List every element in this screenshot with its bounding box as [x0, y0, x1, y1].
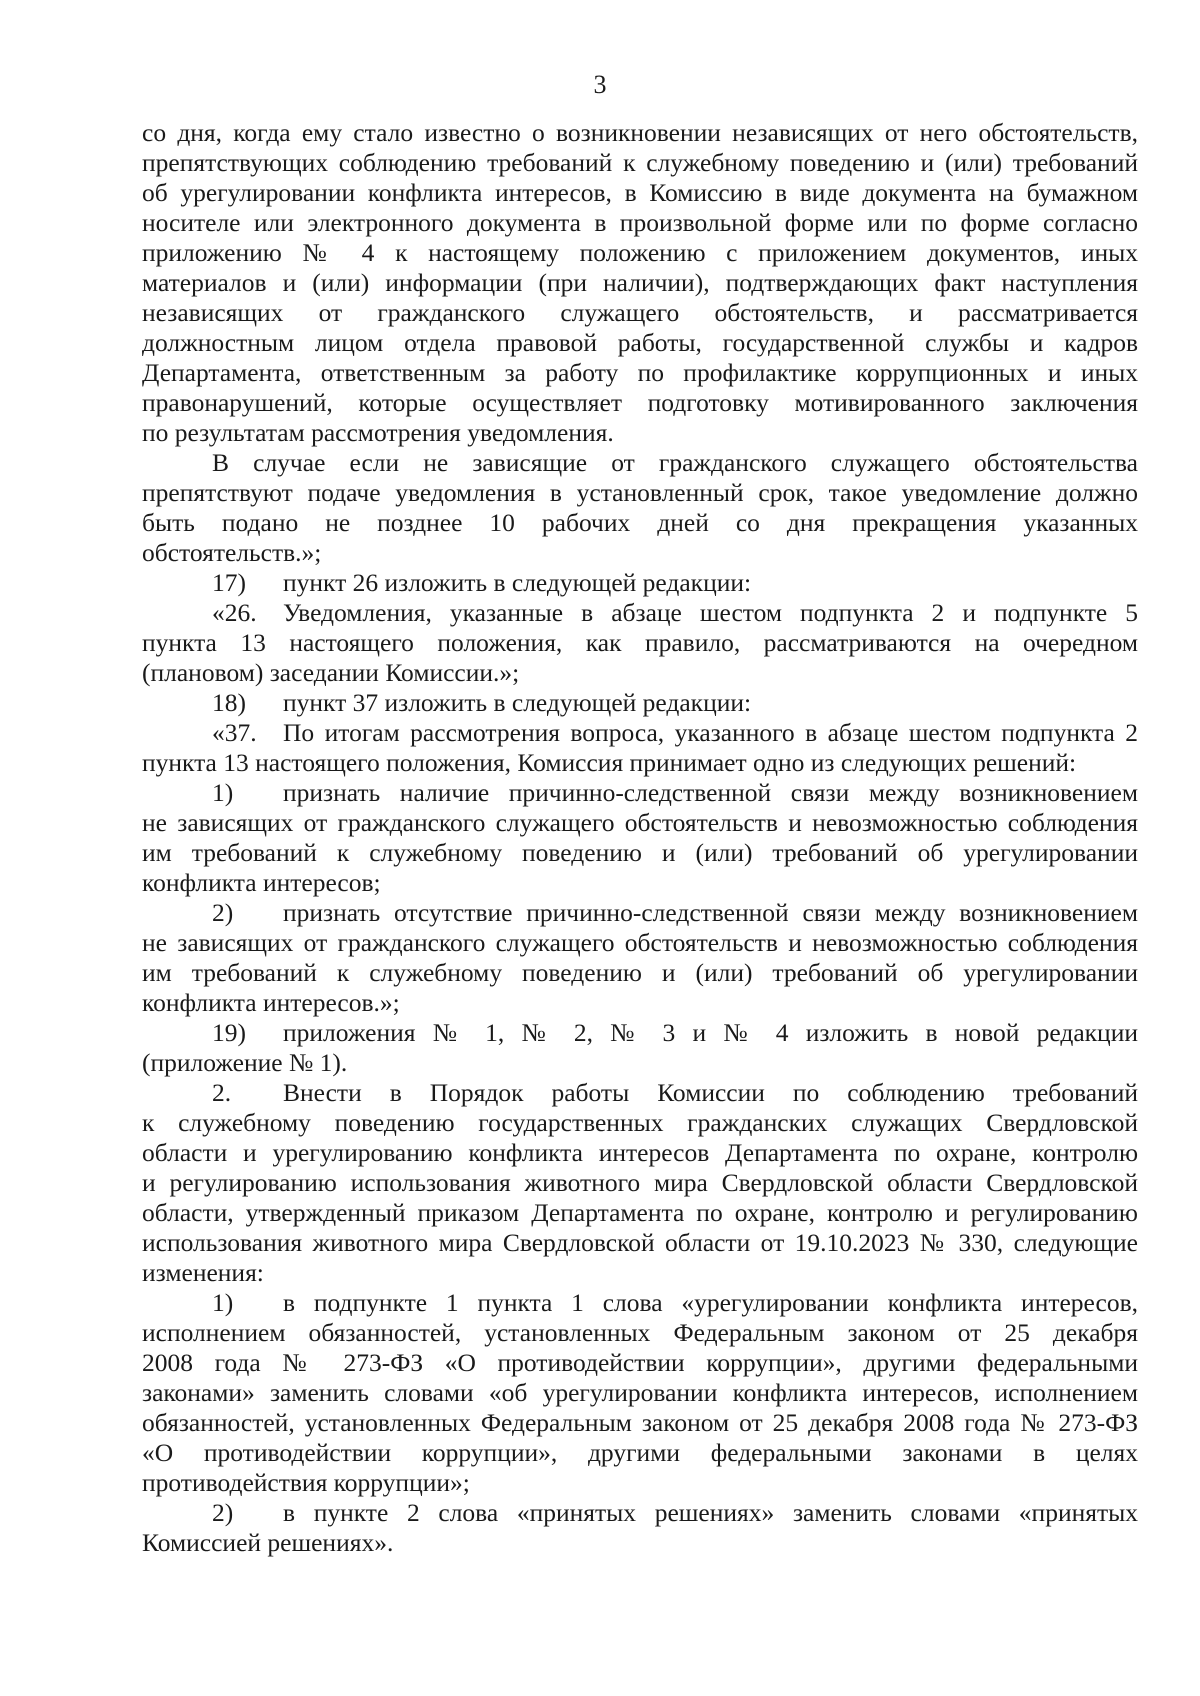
text-line: «О противодействии коррупции», другими федеральными законами в целях — [142, 1438, 1138, 1467]
item-number: 1) — [212, 778, 234, 807]
item-number: 19) — [212, 1018, 246, 1047]
text-line: 2008 года № 273-ФЗ «О противодействии коррупции», другими федеральными — [142, 1348, 1138, 1377]
text-line: не зависящих от гражданского служащего обстоятельств и невозможностью соблюдения — [142, 928, 1138, 957]
text-line: Внести в Порядок работы Комиссии по соблюдению требований — [283, 1078, 1138, 1107]
text-line: должностным лицом отдела правовой работы, государственной службы и кадров — [142, 328, 1138, 357]
paragraph-section-2 — [142, 1078, 1138, 1288]
item-number: «37. — [212, 718, 257, 747]
text-line: пункт 26 изложить в следующей редакции: — [283, 568, 752, 597]
text-line: По итогам рассмотрения вопроса, указанного в абзаце шестом подпункта 2 — [283, 718, 1138, 747]
text-line: обязанностей, установленных Федеральным законом от 25 декабря 2008 года № 273-ФЗ — [142, 1408, 1138, 1437]
text-line: признать отсутствие причинно-следственной связи между возникновением — [283, 898, 1138, 927]
text-line: Уведомления, указанные в абзаце шестом подпункта 2 и подпункте 5 — [283, 598, 1138, 627]
text-line: об урегулировании конфликта интересов, в Комиссию в виде документа на бумажном — [142, 178, 1138, 207]
text-line: конфликта интересов; — [142, 868, 381, 897]
text-line: Комиссией решениях». — [142, 1528, 394, 1557]
text-line: и регулированию использования животного мира Свердловской области Свердловской — [142, 1168, 1138, 1197]
page-number: 3 — [593, 70, 607, 99]
text-line: им требований к служебному поведению и (или) требований об урегулировании — [142, 958, 1138, 987]
text-line: приложению № 4 к настоящему положению с приложением документов, иных — [142, 238, 1138, 267]
text-line: со дня, когда ему стало известно о возникновении независящих от него обстоятельств, — [142, 118, 1138, 147]
text-line: правонарушений, которые осуществляет подготовку мотивированного заключения — [142, 388, 1138, 417]
text-line: в пункте 2 слова «принятых решениях» заменить словами «принятых — [283, 1498, 1138, 1527]
text-line: им требований к служебному поведению и (или) требований об урегулировании — [142, 838, 1138, 867]
text-line: (плановом) заседании Комиссии.»; — [142, 658, 520, 687]
text-line: приложения № 1, № 2, № 3 и № 4 изложить в новой редакции — [283, 1018, 1138, 1047]
item-number: 2) — [212, 898, 234, 927]
text-line: области и урегулированию конфликта интересов Департамента по охране, контролю — [142, 1138, 1138, 1167]
text-line: противодействия коррупции»; — [142, 1468, 470, 1497]
paragraph-item-17 — [142, 568, 1138, 598]
text-line: законами» заменить словами «об урегулировании конфликта интересов, исполнением — [142, 1378, 1138, 1407]
text-line: Департамента, ответственным за работу по профилактике коррупционных и иных — [142, 358, 1138, 387]
item-number: 17) — [212, 568, 246, 597]
text-line: использования животного мира Свердловской области от 19.10.2023 № 330, следующие — [142, 1228, 1138, 1257]
item-number: 1) — [212, 1288, 234, 1317]
item-number: «26. — [212, 598, 257, 627]
text-line: в подпункте 1 пункта 1 слова «урегулировании конфликта интересов, — [283, 1288, 1138, 1317]
item-number: 18) — [212, 688, 246, 717]
paragraph-point-26 — [142, 598, 1138, 688]
paragraph-continuation — [142, 118, 1138, 448]
text-line: области, утвержденный приказом Департамента по охране, контролю и регулированию — [142, 1198, 1138, 1227]
paragraph-item-19 — [142, 1018, 1138, 1078]
text-line: препятствующих соблюдению требований к служебному поведению и (или) требований — [142, 148, 1138, 177]
text-line: пункт 37 изложить в следующей редакции: — [283, 688, 752, 717]
text-line: носителе или электронного документа в произвольной форме или по форме согласно — [142, 208, 1138, 237]
text-line: к служебному поведению государственных гражданских служащих Свердловской — [142, 1108, 1138, 1137]
text-line: препятствуют подаче уведомления в установленный срок, такое уведомление должно — [142, 478, 1138, 507]
paragraph-item-18 — [142, 688, 1138, 718]
text-line: не зависящих от гражданского служащего обстоятельств и невозможностью соблюдения — [142, 808, 1138, 837]
paragraph-deadline — [142, 448, 1138, 568]
paragraph-amendment-1 — [142, 1288, 1138, 1498]
paragraph-decision-1 — [142, 778, 1138, 898]
text-line: обстоятельств.»; — [142, 538, 322, 567]
text-line: материалов и (или) информации (при наличии), подтверждающих факт наступления — [142, 268, 1138, 297]
text-line: изменения: — [142, 1258, 264, 1287]
item-number: 2) — [212, 1498, 234, 1527]
text-line: по результатам рассмотрения уведомления. — [142, 418, 614, 447]
item-number: 2. — [212, 1078, 232, 1107]
text-line: пункта 13 настоящего положения, как правило, рассматриваются на очередном — [142, 628, 1138, 657]
text-line: исполнением обязанностей, установленных Федеральным законом от 25 декабря — [142, 1318, 1138, 1347]
text-line: конфликта интересов.»; — [142, 988, 400, 1017]
text-line: В случае если не зависящие от гражданского служащего обстоятельства — [212, 448, 1138, 477]
paragraph-amendment-2 — [142, 1498, 1138, 1558]
document-body — [142, 118, 1138, 1558]
paragraph-decision-2 — [142, 898, 1138, 1018]
text-line: признать наличие причинно-следственной связи между возникновением — [283, 778, 1138, 807]
text-line: независящих от гражданского служащего обстоятельств, и рассматривается — [142, 298, 1138, 327]
text-line: пункта 13 настоящего положения, Комиссия принимает одно из следующих решений: — [142, 748, 1077, 777]
text-line: быть подано не позднее 10 рабочих дней со дня прекращения указанных — [142, 508, 1138, 537]
paragraph-point-37 — [142, 718, 1138, 778]
text-line: (приложение № 1). — [142, 1048, 348, 1077]
